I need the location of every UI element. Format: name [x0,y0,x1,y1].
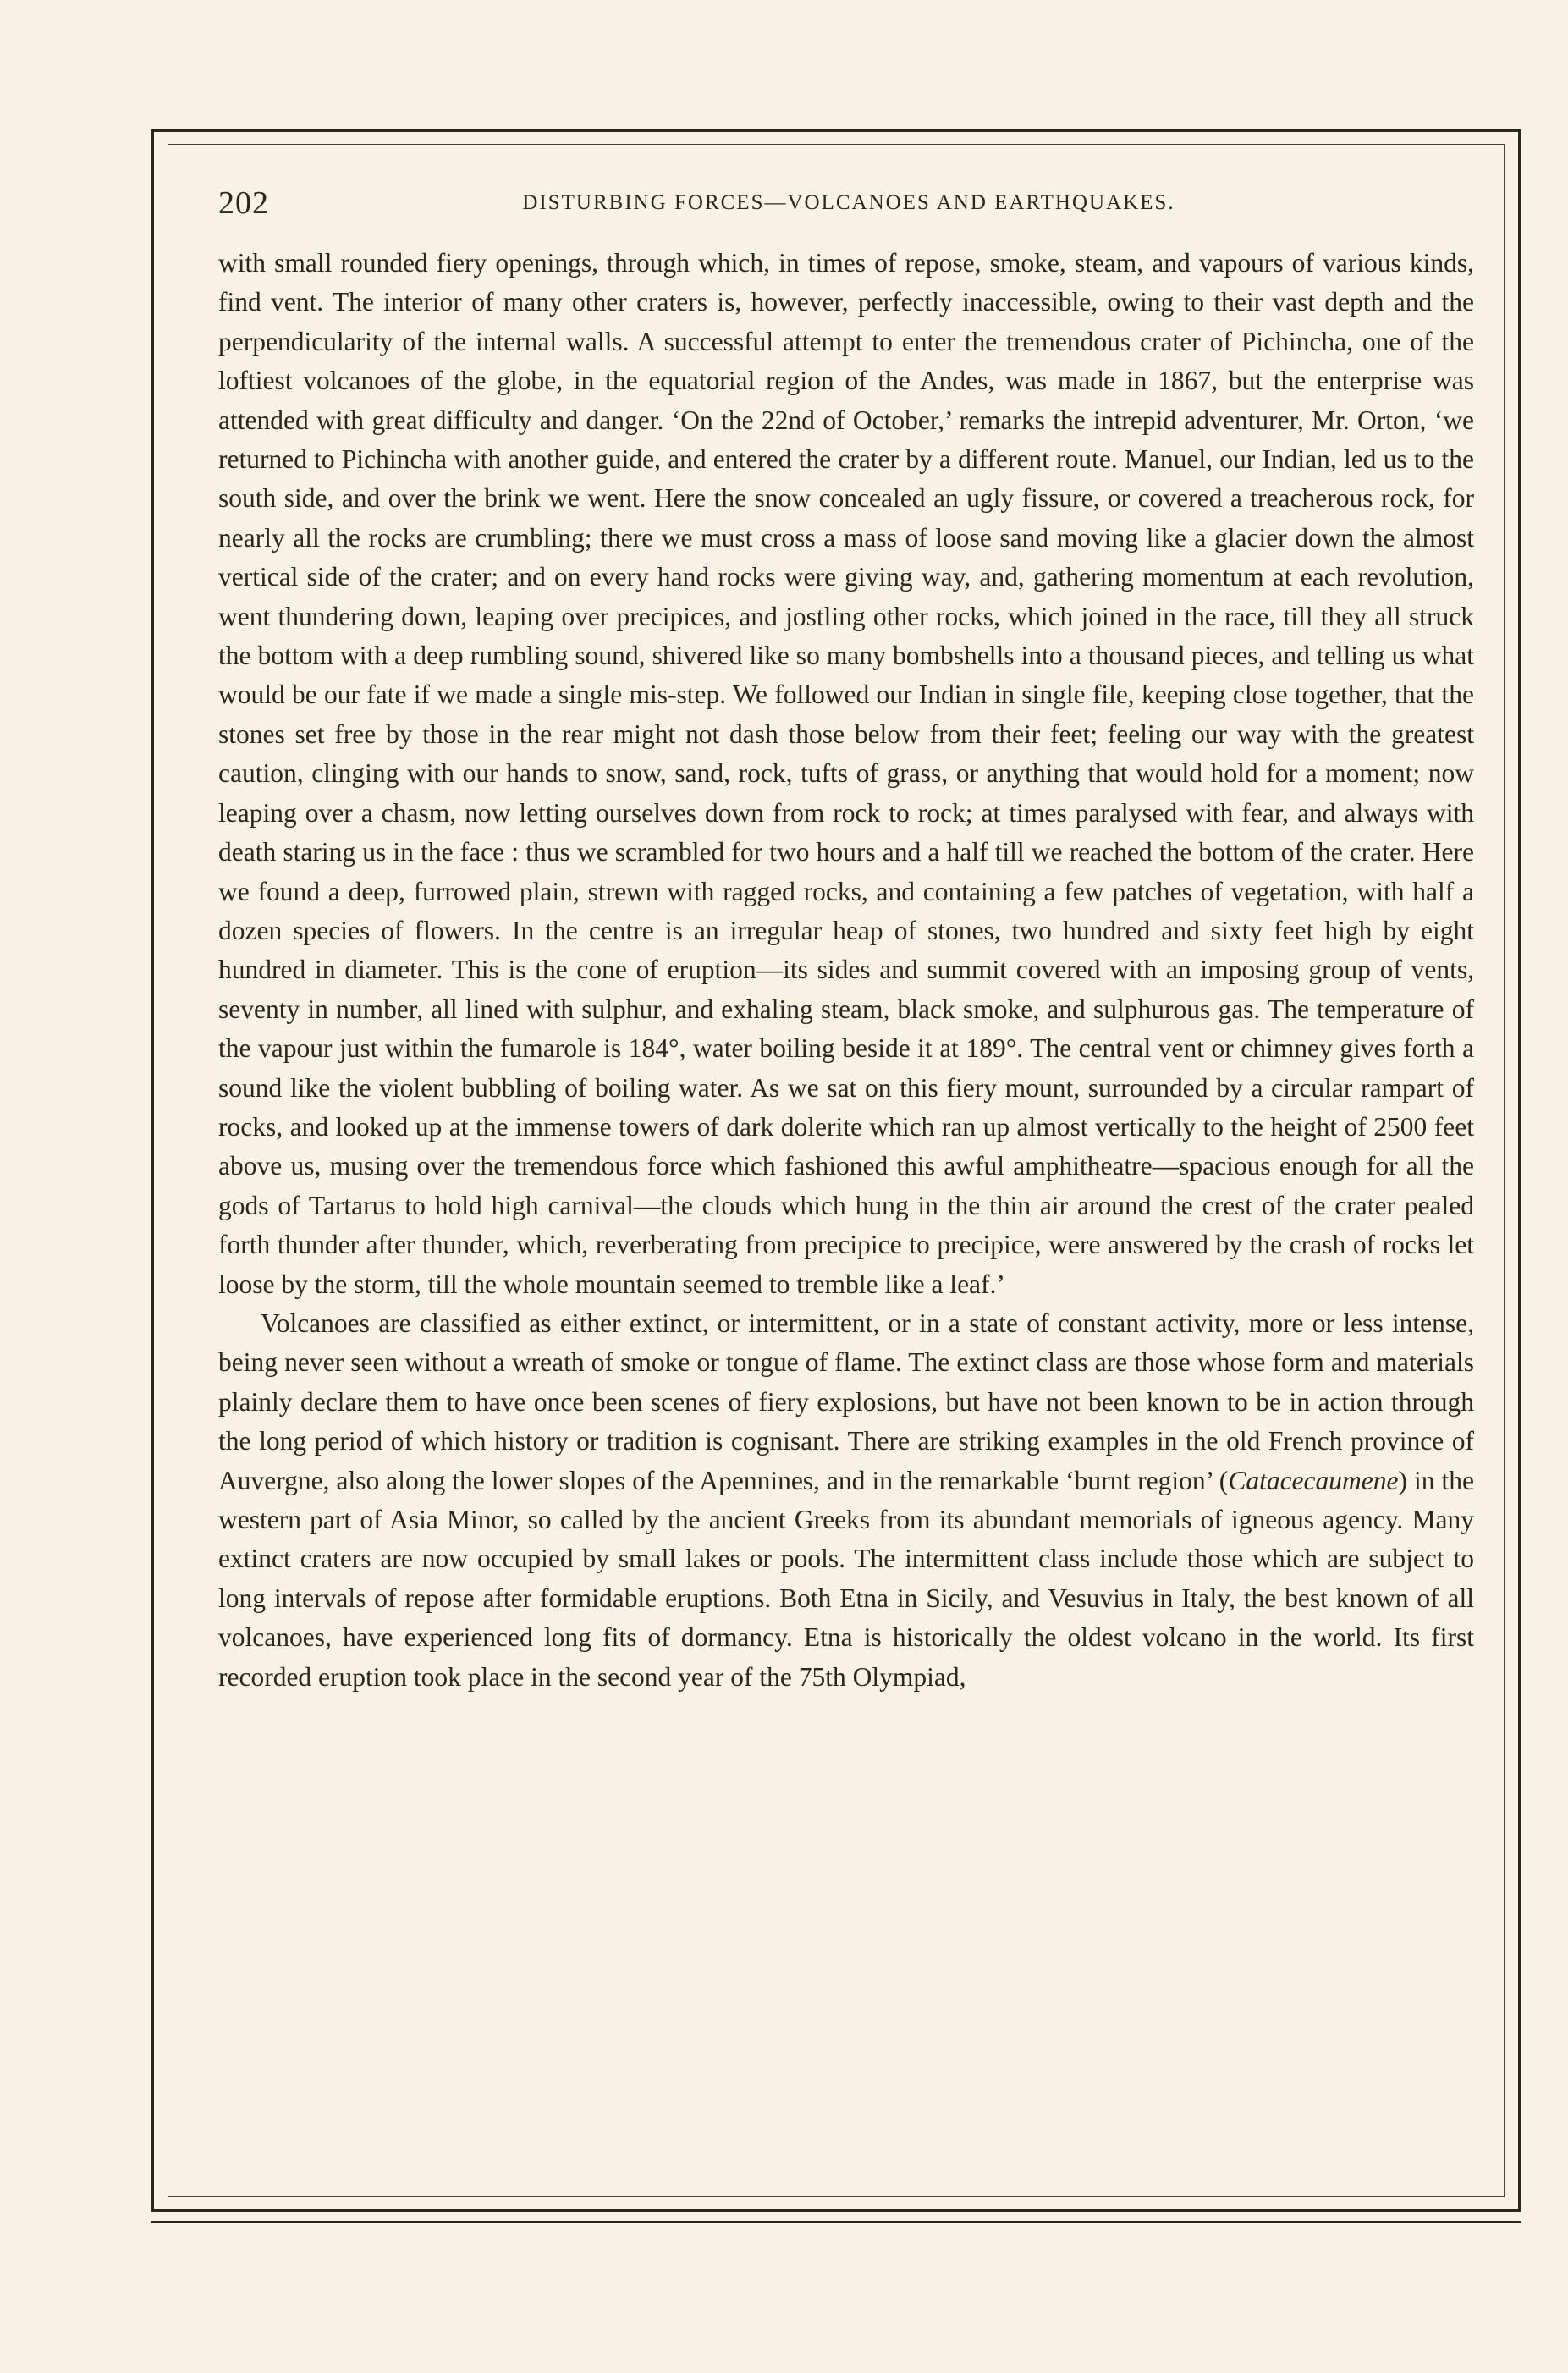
running-head: DISTURBING FORCES—VOLCANOES AND EARTHQUAKES. [522,191,1175,214]
bottom-rule [151,2221,1521,2223]
paragraph [218,1304,1474,1697]
paragraph-text: with small rounded fiery openings, through which, in times of repose, smoke, steam, and vapours of various kinds, find vent. The interior of many other craters is, however, perfectly inaccessible, owing to their vast depth and the perpendicularity of the internal walls. A successful attempt to enter the tremendous crater of Pichincha, one of the loftiest volcanoes of the globe, in the equatorial region of the Andes, was made in 1867, but the enterprise was attended with great difficulty and danger. ‘On the 22nd of October,’ remarks the intrepid adventurer, Mr. Orton, ‘we returned to Pichincha with another guide, and entered the crater by a different route. Manuel, our Indian, led us to the south side, and over the brink we went. Here the snow concealed an ugly fissure, or covered a treacherous rock, for nearly all the rocks are crumbling; there we must cross a mass of loose sand moving like a glacier down the almost vertical side of the crater; and on every hand rocks were giving way, and, gathering momentum at each revolution, went thundering down, leaping over precipices, and jostling other rocks, which joined in the race, till they all struck the bottom with a deep rumbling sound, shivered like so many bombshells into a thousand pieces, and telling us what would be our fate if we made a single mis-step. We followed our Indian in single file, keeping close together, that the stones set free by those in the rear might not dash those below from their feet; feeling our way with the greatest caution, clinging with our hands to snow, sand, rock, tufts of grass, or anything that would hold for a moment; now leaping over a chasm, now letting ourselves down from rock to rock; at times paralysed with fear, and always with death staring us in the face : thus we scrambled for two hours and a half till we reached the bottom of the crater. Here we found a deep, furrowed plain, strewn with ragged rocks, and containing a few patches of vegetation, with half a dozen species of flowers. In the centre is an irregular heap of stones, two hundred and sixty feet high by eight hundred in diameter. This is the cone of eruption—its sides and summit covered with an imposing group of vents, seventy in number, all lined with sulphur, and exhaling steam, black smoke, and sulphurous gas. The temperature of the vapour just within the fumarole is 184°, water boiling beside it at 189°. The central vent or chimney gives forth a sound like the violent bubbling of boiling water. As we sat on this fiery mount, surrounded by a circular rampart of rocks, and looked up at the immense towers of dark dolerite which ran up almost vertically to the height of 2500 feet above us, musing over the tremendous force which fashioned this awful amphitheatre—spacious enough for all the gods of Tartarus to hold high carnival—the clouds which hung in the thin air around the crest of the crater pealed forth thunder after thunder, which, reverberating from precipice to precipice, were answered by the crash of rocks let loose by the storm, till the whole mountain seemed to tremble like a leaf.’ [218,248,1474,1299]
page-header [218,184,1479,235]
body-text [218,244,1474,1697]
italic-term: Catacecaumene [1228,1465,1399,1495]
page-number: 202 [218,185,269,221]
paragraph-text: ) in the western part of Asia Minor, so called by the ancient Greeks from its abundant memorials of igneous agency. Many extinct craters are now occupied by small lakes or pools. The intermittent class include those which are subject to long intervals of repose after formidable eruptions. Both Etna in Sicily, and Vesuvius in Italy, the best known of all volcanoes, have experienced long fits of dormancy. Etna is historically the oldest volcano in the world. Its first recorded eruption took place in the second year of the 75th Olympiad, [218,1465,1475,1692]
paragraph-text: Volcanoes are classified as either extinct, or intermittent, or in a state of constant activity, more or less intense, being never seen without a wreath of smoke or tongue of flame. The extinct class are those whose form and materials plainly declare them to have once been scenes of fiery explosions, but have not been known to be in action through the long period of which history or tradition is cognisant. There are striking examples in the old French province of Auvergne, also along the lower slopes of the Apennines, and in the remarkable ‘burnt region’ ( [218,1308,1474,1495]
paragraph [218,244,1474,1304]
